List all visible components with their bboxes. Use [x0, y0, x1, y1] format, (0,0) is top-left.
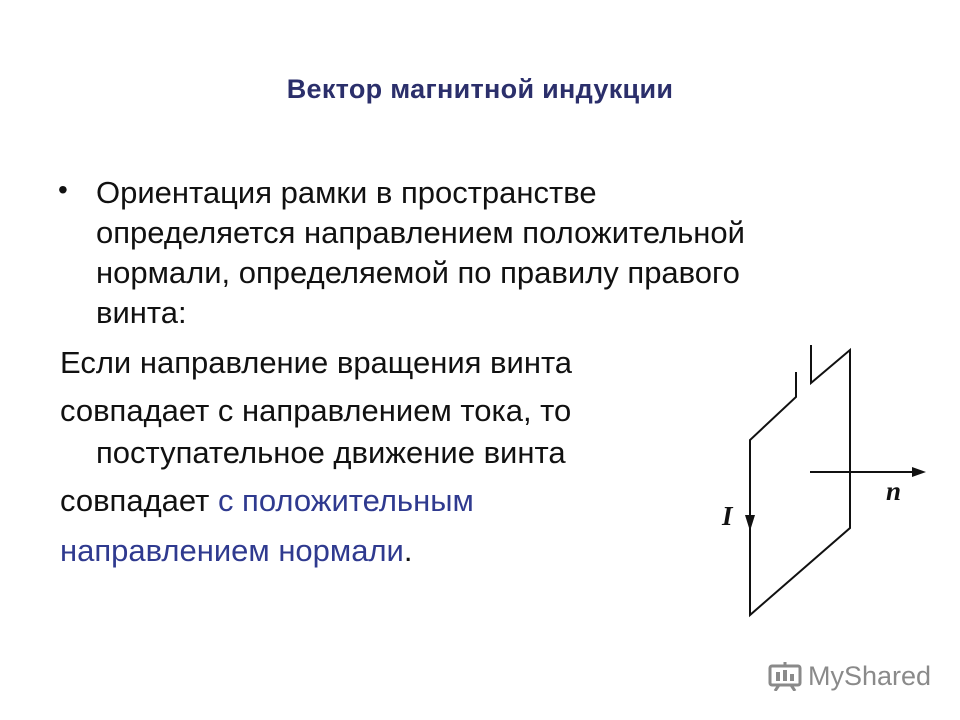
watermark-brand: MyShared [808, 660, 932, 691]
bullet-line-1: Ориентация рамки в пространстве [96, 175, 597, 210]
presentation-board-icon [768, 661, 802, 691]
rule-line-1: Если направление вращения винта [60, 345, 573, 380]
rule-line-3: поступательное движение винта [96, 435, 566, 470]
rule-line-5 [60, 532, 413, 570]
bullet-line-2: определяется направлением положительной [96, 215, 745, 250]
current-frame-diagram [700, 335, 940, 625]
watermark [768, 656, 931, 696]
current-direction-arrowhead [745, 515, 755, 531]
current-label: I [722, 501, 733, 531]
frame-loop [750, 345, 850, 615]
bullet-line-3: нормали, определяемой по правилу правого [96, 255, 740, 290]
rule-line-5-plain: . [403, 533, 413, 568]
normal-label: n [886, 476, 902, 506]
bullet-line-4: винта: [96, 295, 187, 330]
rule-line-4-accent: с положительным [217, 483, 474, 518]
rule-line-4-plain: совпадает [60, 483, 218, 518]
rule-line-4 [60, 482, 474, 520]
rule-line-2: совпадает с направлением тока, то [60, 393, 572, 428]
slide-title: Вектор магнитной индукции [286, 74, 674, 104]
normal-vector-arrowhead [912, 467, 926, 477]
rule-line-5-accent: направлением нормали [60, 533, 404, 568]
bullet-marker: • [58, 174, 68, 205]
